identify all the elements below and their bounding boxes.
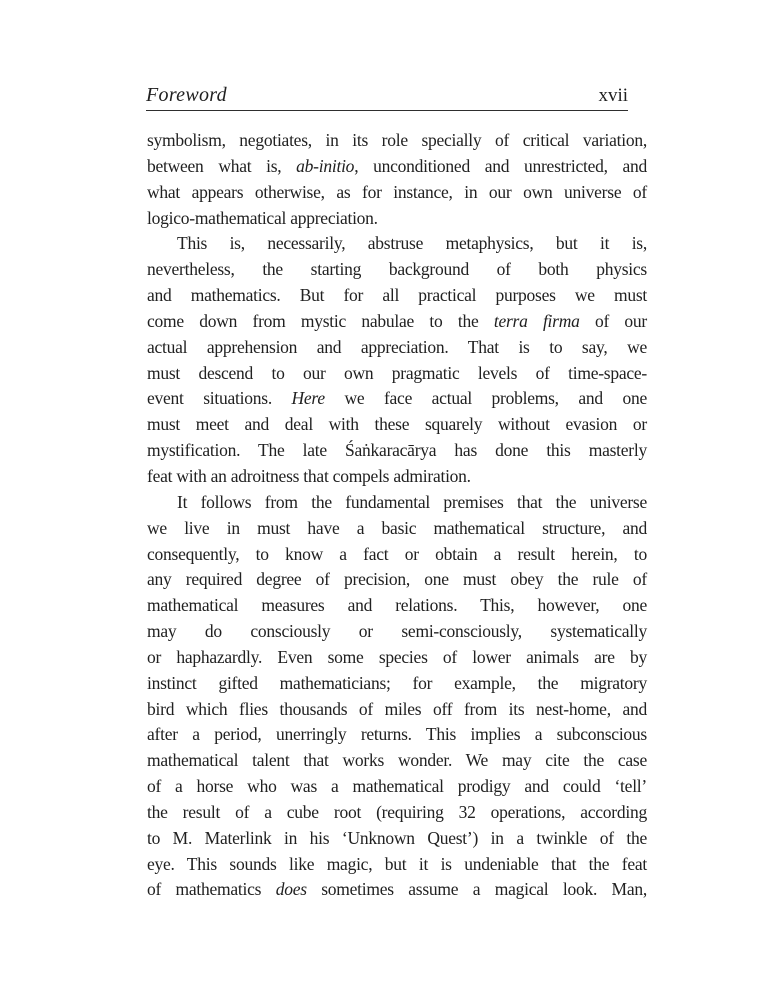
italic-text-segment: does: [275, 879, 307, 900]
text-segment: may do consciously or semi-consciously, systematically: [147, 621, 647, 642]
page-number: xvii: [598, 85, 628, 106]
text-segment: feat with an adroitness that compels admiration.: [147, 465, 471, 486]
text-line: [147, 386, 647, 412]
text-line: [147, 180, 647, 206]
text-line: [147, 464, 647, 490]
text-line: [147, 309, 647, 335]
text-line: [147, 490, 647, 516]
text-line: [147, 128, 647, 154]
text-line: [147, 335, 647, 361]
text-segment: of our: [579, 310, 647, 331]
italic-text-segment: terra firma: [493, 310, 580, 331]
text-segment: we face actual problems, and one: [324, 388, 647, 409]
text-segment: of mathematics: [147, 879, 276, 900]
text-segment: of a horse who was a mathematical prodigy and could ‘tell’: [147, 776, 647, 797]
italic-text-segment: Here: [291, 388, 325, 409]
text-line: [147, 154, 647, 180]
text-segment: actual apprehension and appreciation. That is to say, we: [147, 336, 647, 357]
text-segment: we live in must have a basic mathematical structure, and: [147, 517, 647, 538]
text-line: [147, 361, 647, 387]
text-line: [147, 748, 647, 774]
text-segment: mathematical talent that works wonder. We may cite the case: [147, 750, 647, 771]
text-line: [147, 645, 647, 671]
text-segment: must meet and deal with these squarely without evasion or: [147, 414, 647, 435]
text-segment: This is, necessarily, abstruse metaphysics, but it is,: [177, 233, 647, 254]
text-line: [147, 206, 647, 232]
text-segment: must descend to our own pragmatic levels of time-space-: [147, 362, 647, 383]
text-segment: mathematical measures and relations. This, however, one: [147, 595, 647, 616]
page-body: [147, 128, 647, 903]
text-line: [147, 283, 647, 309]
text-segment: between what is,: [147, 155, 297, 176]
text-segment: sometimes assume a magical look. Man,: [306, 879, 647, 900]
text-segment: any required degree of precision, one must obey the rule of: [147, 569, 647, 590]
text-line: [147, 852, 647, 878]
text-segment: what appears otherwise, as for instance, in our own universe of: [147, 181, 647, 202]
page-header: [146, 84, 628, 111]
text-line: [147, 774, 647, 800]
text-segment: nevertheless, the starting background of both physics: [147, 259, 647, 280]
text-line: [147, 722, 647, 748]
text-segment: logico-mathematical appreciation.: [147, 207, 378, 228]
text-line: [147, 412, 647, 438]
text-segment: or haphazardly. Even some species of lower animals are by: [147, 646, 647, 667]
paragraph: [147, 128, 647, 231]
text-segment: event situations.: [147, 388, 292, 409]
text-line: [147, 671, 647, 697]
text-segment: It follows from the fundamental premises that the universe: [177, 491, 647, 512]
text-line: [147, 231, 647, 257]
text-segment: , unconditioned and unrestricted, and: [354, 155, 647, 176]
text-segment: eye. This sounds like magic, but it is undeniable that the feat: [147, 853, 647, 874]
text-segment: come down from mystic nabulae to the: [147, 310, 494, 331]
text-segment: to M. Materlink in his ‘Unknown Quest’) in a twinkle of the: [147, 827, 647, 848]
text-segment: the result of a cube root (requiring 32 operations, according: [147, 801, 647, 822]
text-segment: bird which flies thousands of miles off from its nest-home, and: [147, 698, 647, 719]
text-line: [147, 593, 647, 619]
text-line: [147, 438, 647, 464]
paragraph: [147, 231, 647, 489]
text-line: [147, 516, 647, 542]
paragraph: [147, 490, 647, 904]
text-line: [147, 826, 647, 852]
text-segment: and mathematics. But for all practical purposes we must: [147, 285, 647, 306]
text-line: [147, 257, 647, 283]
text-line: [147, 619, 647, 645]
text-segment: after a period, unerringly returns. This implies a subconscious: [147, 724, 647, 745]
text-segment: instinct gifted mathematicians; for example, the migratory: [147, 672, 647, 693]
text-line: [147, 877, 647, 903]
text-line: [147, 567, 647, 593]
text-line: [147, 800, 647, 826]
running-head-title: Foreword: [146, 84, 227, 106]
text-segment: consequently, to know a fact or obtain a result herein, to: [147, 543, 647, 564]
italic-text-segment: ab-initio: [296, 155, 355, 176]
text-line: [147, 697, 647, 723]
text-line: [147, 542, 647, 568]
text-segment: symbolism, negotiates, in its role specially of critical variation,: [147, 130, 647, 150]
text-segment: mystification. The late Śaṅkaracārya has done this masterly: [147, 440, 647, 461]
